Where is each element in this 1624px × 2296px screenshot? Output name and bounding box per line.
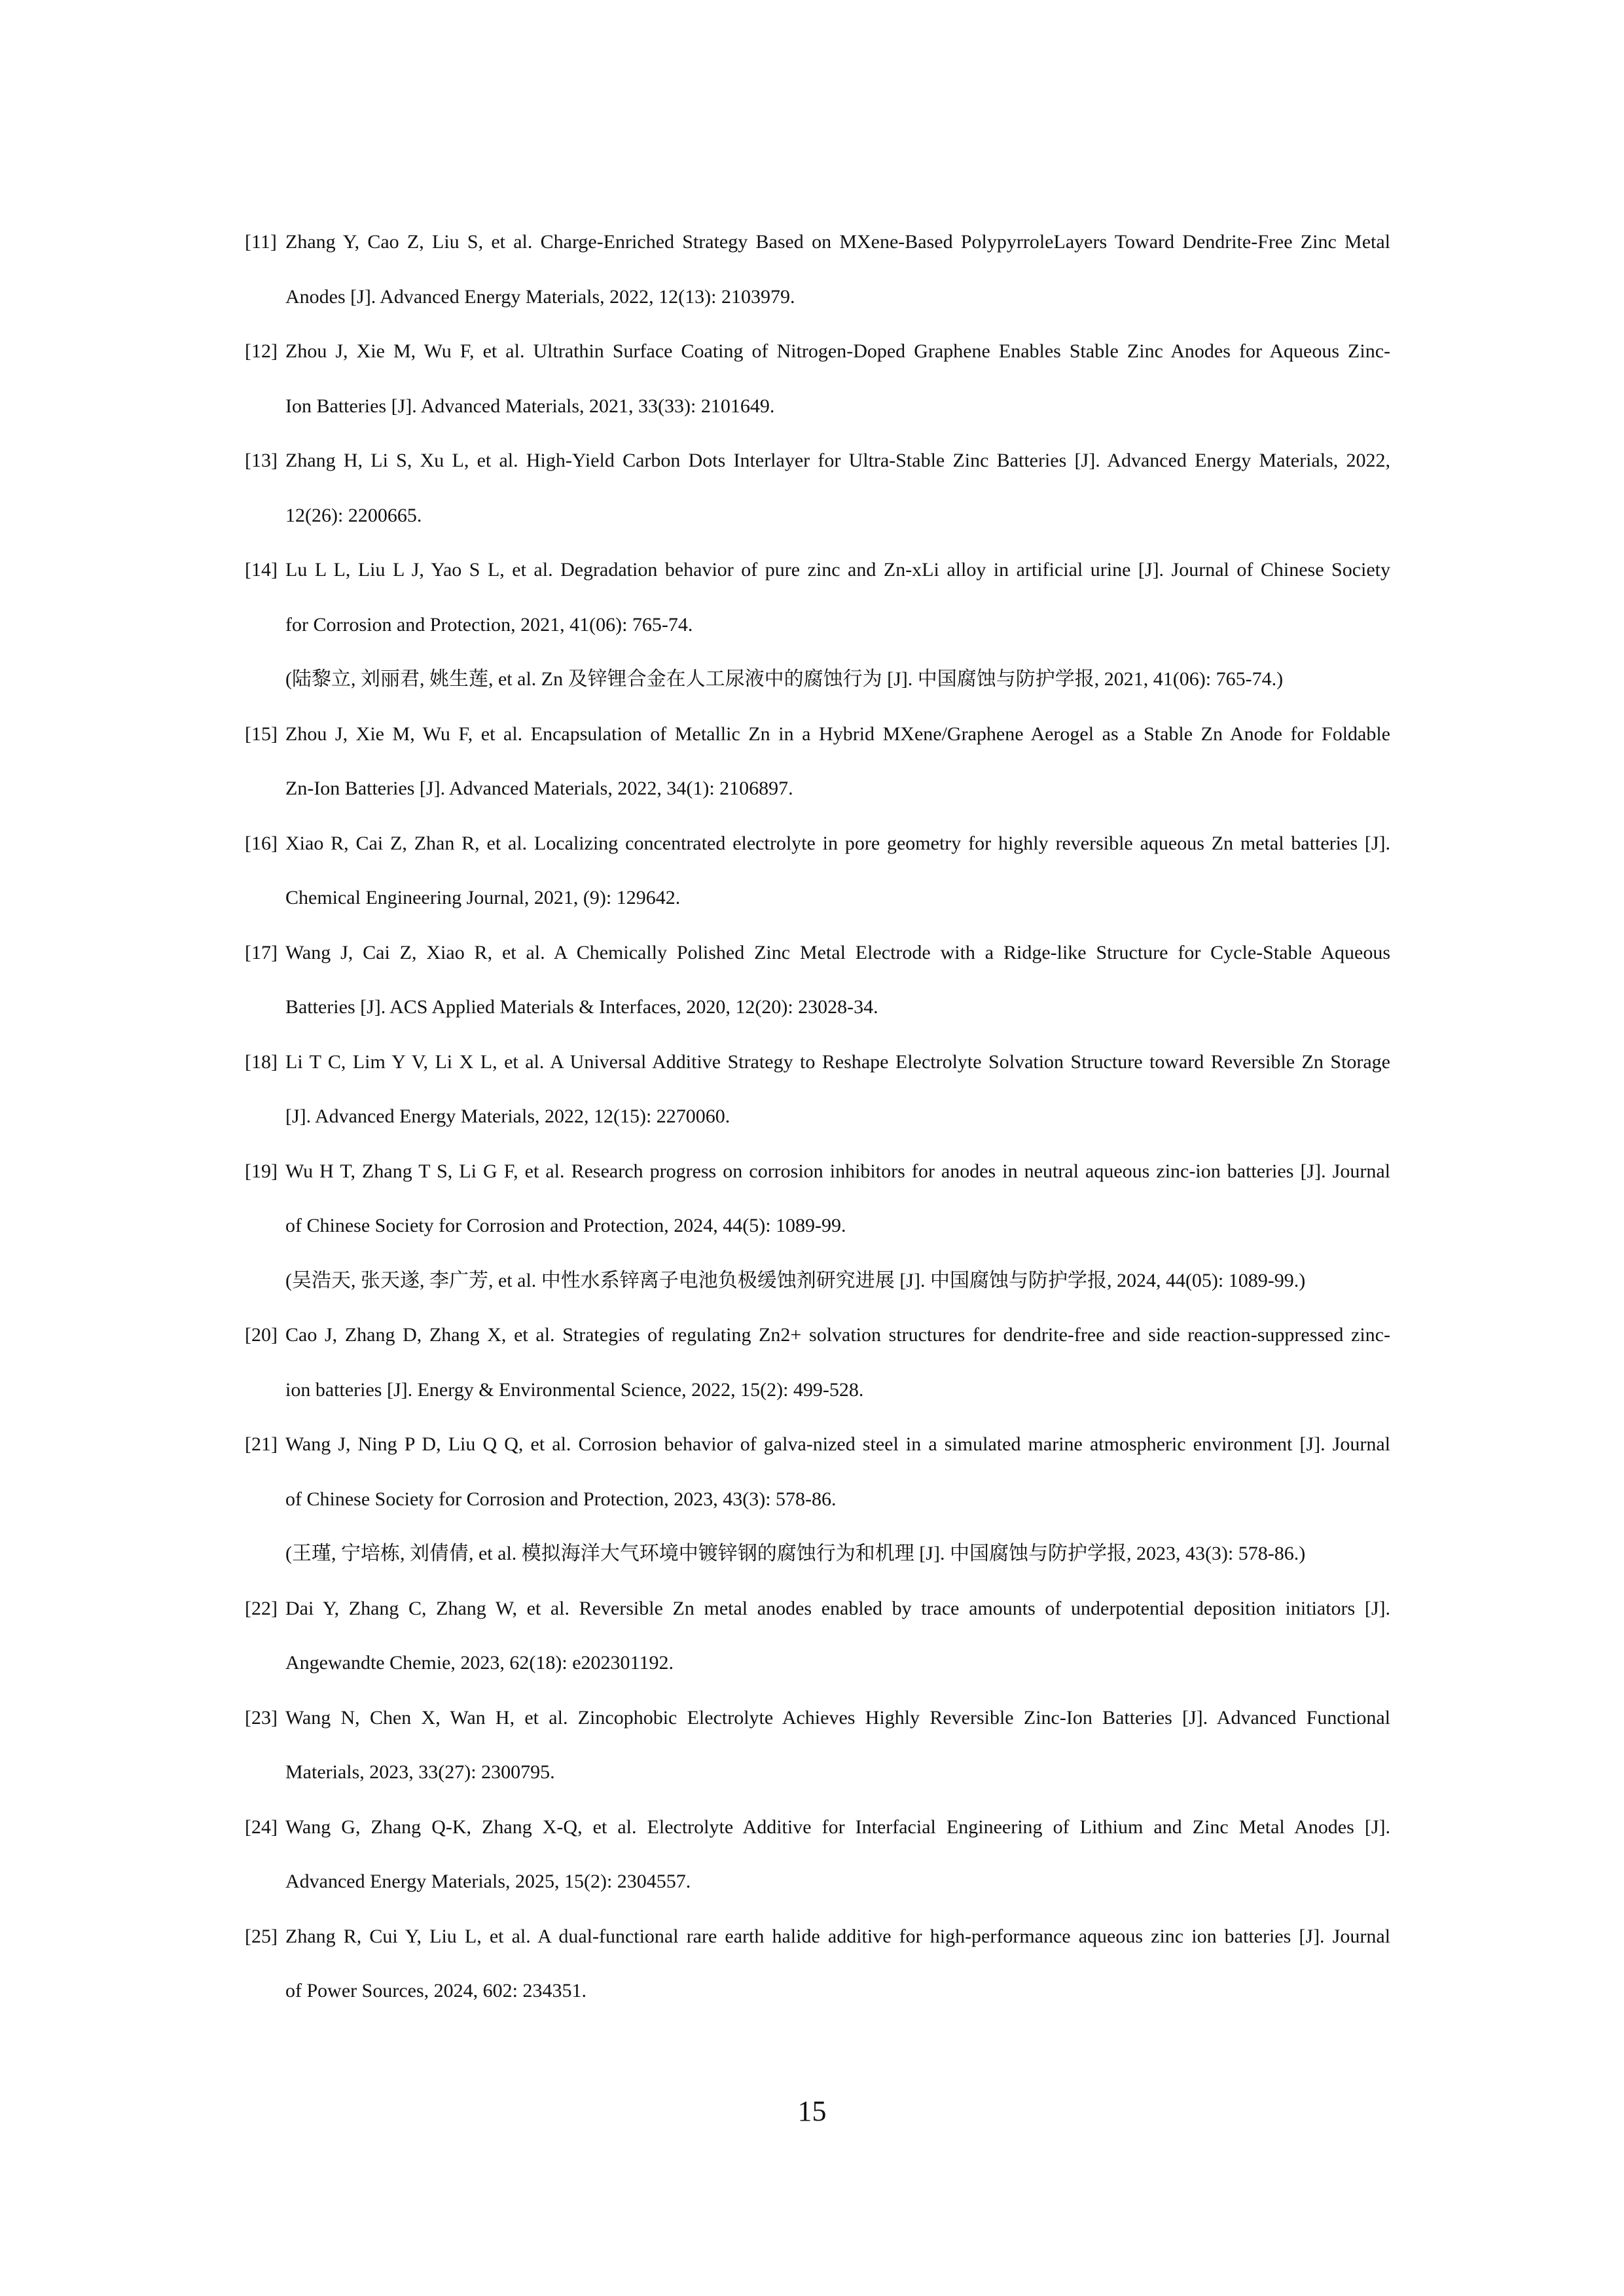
reference-line-first	[245, 925, 1390, 980]
reference-item	[245, 543, 1390, 707]
reference-number: [18]	[245, 1050, 278, 1073]
reference-line-continued: of Chinese Society for Corrosion and Protection, 2024, 44(5): 1089-99.	[285, 1215, 846, 1236]
reference-number: [25]	[245, 1925, 278, 1947]
reference-text: Li T C, Lim Y V, Li X L, et al. A Universal Additive Strategy to Reshape Electrolyte Solvation Structure toward Reversible Zn Storage	[285, 1050, 1390, 1073]
reference-item	[245, 215, 1390, 324]
reference-chinese-translation: (王瑾, 宁培栋, 刘倩倩, et al. 模拟海洋大气环境中镀锌钢的腐蚀行为和机理 [J]. 中国腐蚀与防护学报, 2023, 43(3): 578-86.)	[285, 1543, 1306, 1564]
reference-item	[245, 816, 1390, 925]
reference-number: [15]	[245, 723, 278, 745]
reference-number: [21]	[245, 1433, 278, 1455]
reference-text: Xiao R, Cai Z, Zhan R, et al. Localizing concentrated electrolyte in pore geometry for highly reversible aqueous Zn metal batteries [J].	[285, 832, 1390, 854]
reference-line-first	[245, 816, 1390, 871]
reference-line-first	[245, 1308, 1390, 1363]
reference-number: [23]	[245, 1706, 278, 1729]
reference-number: [11]	[245, 231, 277, 253]
reference-text: Wang N, Chen X, Wan H, et al. Zincophobic Electrolyte Achieves Highly Reversible Zinc-Ion Batteries [J]. Advanced Functional	[285, 1706, 1390, 1729]
reference-line-continued: of Chinese Society for Corrosion and Protection, 2023, 43(3): 578-86.	[285, 1488, 837, 1510]
reference-line-first	[245, 1417, 1390, 1472]
reference-line-continued: Advanced Energy Materials, 2025, 15(2): 2304557.	[285, 1871, 691, 1892]
reference-line-first	[245, 1144, 1390, 1199]
reference-text: Dai Y, Zhang C, Zhang W, et al. Reversible Zn metal anodes enabled by trace amounts of underpotential deposition initiators [J].	[285, 1597, 1390, 1619]
reference-text: Lu L L, Liu L J, Yao S L, et al. Degradation behavior of pure zinc and Zn-xLi alloy in artificial urine [J]. Journal of Chinese Society	[285, 559, 1390, 581]
reference-line-continued: ion batteries [J]. Energy & Environmental Science, 2022, 15(2): 499-528.	[285, 1378, 864, 1401]
reference-item	[245, 707, 1390, 816]
reference-item	[245, 925, 1390, 1035]
reference-number: [14]	[245, 559, 278, 581]
reference-item	[245, 1035, 1390, 1144]
reference-line-continued: Zn-Ion Batteries [J]. Advanced Materials, 2022, 34(1): 2106897.	[285, 778, 793, 799]
reference-line-continued: Materials, 2023, 33(27): 2300795.	[285, 1761, 555, 1783]
reference-chinese-translation: (陆黎立, 刘丽君, 姚生莲, et al. Zn 及锌锂合金在人工尿液中的腐蚀行为 [J]. 中国腐蚀与防护学报, 2021, 41(06): 765-74.)	[285, 668, 1284, 690]
reference-number: [19]	[245, 1160, 278, 1182]
reference-line-first	[245, 1800, 1390, 1855]
reference-text: Wang G, Zhang Q-K, Zhang X-Q, et al. Electrolyte Additive for Interfacial Engineering of Lithium and Zinc Metal Anodes [J].	[285, 1816, 1390, 1838]
reference-line-continued: for Corrosion and Protection, 2021, 41(06): 765-74.	[285, 613, 693, 636]
reference-line-first	[245, 433, 1390, 488]
reference-line-continued: of Power Sources, 2024, 602: 234351.	[285, 1980, 586, 2001]
reference-text: Wu H T, Zhang T S, Li G F, et al. Research progress on corrosion inhibitors for anodes in neutral aqueous zinc-ion batteries [J]. Journal	[285, 1160, 1390, 1182]
reference-chinese-translation: (吴浩天, 张天遂, 李广芳, et al. 中性水系锌离子电池负极缓蚀剂研究进展 [J]. 中国腐蚀与防护学报, 2024, 44(05): 1089-99.)	[285, 1269, 1306, 1291]
reference-line-first	[245, 324, 1390, 379]
reference-item	[245, 1144, 1390, 1308]
reference-line-continued: Chemical Engineering Journal, 2021, (9): 129642.	[285, 887, 681, 908]
reference-number: [20]	[245, 1324, 278, 1346]
reference-item	[245, 1800, 1390, 1909]
reference-text: Zhou J, Xie M, Wu F, et al. Ultrathin Surface Coating of Nitrogen-Doped Graphene Enables Stable Zinc Anodes for Aqueous Zinc-	[285, 340, 1390, 362]
reference-number: [12]	[245, 340, 278, 362]
reference-number: [17]	[245, 941, 278, 963]
reference-text: Zhou J, Xie M, Wu F, et al. Encapsulation of Metallic Zn in a Hybrid MXene/Graphene Aerogel as a Stable Zn Anode for Foldable	[285, 723, 1390, 745]
reference-number: [22]	[245, 1597, 278, 1619]
reference-line-continued: [J]. Advanced Energy Materials, 2022, 12(15): 2270060.	[285, 1105, 731, 1127]
reference-item	[245, 1308, 1390, 1417]
reference-number: [24]	[245, 1816, 278, 1838]
reference-item	[245, 1417, 1390, 1581]
reference-item	[245, 1691, 1390, 1800]
reference-item	[245, 324, 1390, 433]
reference-line-first	[245, 1035, 1390, 1090]
reference-text: Zhang R, Cui Y, Liu L, et al. A dual-functional rare earth halide additive for high-performance aqueous zinc ion batteries [J]. Journal	[285, 1925, 1390, 1947]
reference-line-continued: Anodes [J]. Advanced Energy Materials, 2022, 12(13): 2103979.	[285, 285, 795, 308]
reference-line-continued: Batteries [J]. ACS Applied Materials & Interfaces, 2020, 12(20): 23028-34.	[285, 996, 878, 1018]
reference-item	[245, 1909, 1390, 2018]
reference-line-first	[245, 1581, 1390, 1636]
reference-item	[245, 433, 1390, 543]
reference-number: [16]	[245, 832, 278, 854]
reference-number: [13]	[245, 450, 278, 471]
reference-line-continued: Ion Batteries [J]. Advanced Materials, 2021, 33(33): 2101649.	[285, 395, 775, 417]
reference-item	[245, 1581, 1390, 1691]
reference-line-first	[245, 543, 1390, 598]
reference-line-first	[245, 1909, 1390, 1964]
reference-line-first	[245, 1691, 1390, 1746]
reference-text: Zhang H, Li S, Xu L, et al. High-Yield Carbon Dots Interlayer for Ultra-Stable Zinc Batteries [J]. Advanced Energy Materials, 2022,	[285, 450, 1390, 471]
reference-line-first	[245, 707, 1390, 762]
reference-text: Zhang Y, Cao Z, Liu S, et al. Charge-Enriched Strategy Based on MXene-Based PolypyrroleLayers Toward Dendrite-Free Zinc Metal	[285, 231, 1390, 253]
reference-text: Cao J, Zhang D, Zhang X, et al. Strategies of regulating Zn2+ solvation structures for dendrite-free and side reaction-suppressed zinc-	[285, 1324, 1390, 1346]
reference-text: Wang J, Cai Z, Xiao R, et al. A Chemically Polished Zinc Metal Electrode with a Ridge-like Structure for Cycle-Stable Aqueous	[285, 941, 1390, 963]
reference-line-first	[245, 215, 1390, 270]
page-number: 15	[797, 2095, 827, 2127]
reference-line-continued: 12(26): 2200665.	[285, 504, 422, 526]
reference-list	[245, 215, 1390, 2018]
reference-line-continued: Angewandte Chemie, 2023, 62(18): e202301192.	[285, 1652, 674, 1674]
reference-text: Wang J, Ning P D, Liu Q Q, et al. Corrosion behavior of galva-nized steel in a simulated marine atmospheric environment [J]. Journal	[285, 1433, 1390, 1455]
